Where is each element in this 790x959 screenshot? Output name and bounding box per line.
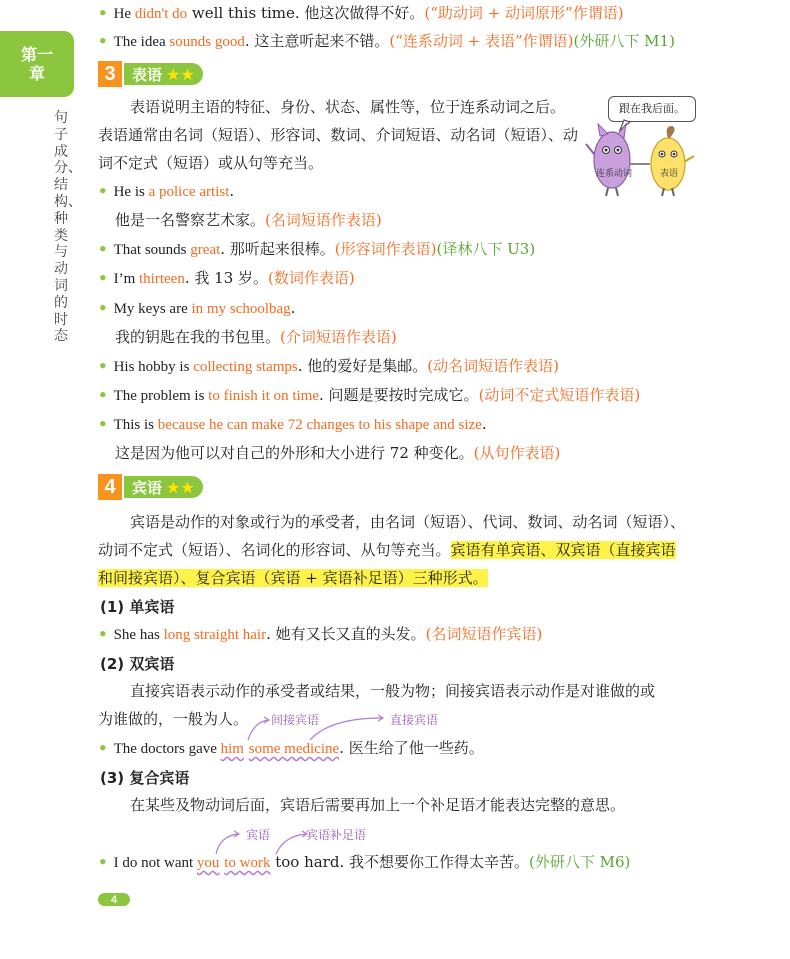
page-number: 4 (98, 893, 130, 906)
example-line: • He is a police artist. (98, 182, 235, 200)
example-line: • The idea sounds good. 这主意听起来不错。(“连系动词 + 表语”作谓语)(外研八下 M1) (98, 32, 675, 50)
character-label-predicative: 表语 (660, 169, 679, 179)
star-icon: ★★ (166, 477, 195, 497)
intro-text: 词不定式（短语）或从句等充当。 (98, 154, 324, 172)
example-line: • His hobby is collecting stamps. 他的爱好是集邮。(动名词短语作表语) (98, 357, 560, 375)
subheading-double-object: (2) 双宾语 (100, 655, 175, 673)
chapter-label-line2: 章 (28, 64, 45, 83)
section-number: 3 (98, 61, 122, 87)
paragraph-text: 为谁做的，一般为人。 (98, 710, 249, 728)
paragraph-text: 直接宾语表示动作的承受者或结果，一般为物；间接宾语表示动作是对谁做的或 (130, 682, 656, 700)
paragraph-text: 在某些及物动词后面，宾语后需要再加上一个补足语才能表达完整的意思。 (130, 796, 626, 814)
star-icon: ★★ (166, 64, 195, 84)
example-translation: 他是一名警察艺术家。(名词短语作表语) (115, 211, 382, 229)
cartoon-illustration (584, 92, 704, 202)
example-line: • She has long straight hair. 她有又长又直的头发。(名词短语作宾语) (98, 625, 543, 643)
example-line: • I’m thirteen. 我 13 岁。(数词作表语) (98, 269, 355, 287)
cartoon-characters-icon (584, 92, 704, 202)
section-label: 表语 ★★ (124, 63, 203, 85)
example-line: • He didn't do well this time. 他这次做得不好。(“助动词 + 动词原形”作谓语) (98, 4, 624, 22)
chapter-tab (0, 31, 74, 97)
chapter-section-title: 句子成分、结构、种类与动词的时态 (54, 110, 82, 345)
section-header-predicative (98, 61, 203, 87)
intro-text: 宾语是动作的对象或行为的承受者，由名词（短语）、代词、数词、动名词（短语）、 (130, 513, 686, 531)
subheading-single-object: (1) 单宾语 (100, 598, 175, 616)
example-line: • This is because he can make 72 changes to his shape and size. (98, 415, 487, 433)
intro-text: 表语说明主语的特征、身份、状态、属性等，位于连系动词之后。 (130, 98, 566, 116)
annotation-object: 宾语 (246, 828, 271, 842)
chapter-label-line1: 第一 (20, 45, 53, 64)
example-line: • The doctors gave him some medicine. 医生给了他一些药。 (98, 739, 484, 757)
speech-bubble: 跟在我后面。 (608, 96, 696, 122)
intro-text: 和间接宾语）、复合宾语（宾语 + 宾语补足语）三种形式。 (98, 569, 488, 587)
example-translation: 我的钥匙在我的书包里。(介词短语作表语) (115, 328, 397, 346)
section-number: 4 (98, 474, 122, 500)
annotation-direct-object: 直接宾语 (390, 713, 439, 727)
intro-text: 表语通常由名词（短语）、形容词、数词、介词短语、动名词（短语）、动 (98, 126, 579, 144)
annotation-object-complement: 宾语补足语 (306, 828, 367, 842)
example-line: • That sounds great. 那听起来很棒。(形容词作表语)(译林八下 U3) (98, 240, 536, 258)
section-label: 宾语 ★★ (124, 476, 203, 498)
example-line: • My keys are in my schoolbag. (98, 299, 296, 317)
example-line: • The problem is to finish it on time. 问题是要按时完成它。(动词不定式短语作表语) (98, 386, 641, 404)
annotation-indirect-object: 间接宾语 (271, 713, 320, 727)
example-translation: 这是因为他可以对自己的外形和大小进行 72 种变化。(从句作表语) (115, 444, 561, 462)
character-label-linking-verb: 连系动词 (596, 169, 633, 179)
intro-text: 动词不定式（短语）、名词化的形容词、从句等充当。宾语有单宾语、双宾语（直接宾语 (98, 541, 676, 559)
example-line: • I do not want you to work too hard. 我不想要你工作得太辛苦。(外研八下 M6) (98, 853, 631, 871)
subheading-complex-object: (3) 复合宾语 (100, 769, 190, 787)
section-header-object (98, 474, 203, 500)
